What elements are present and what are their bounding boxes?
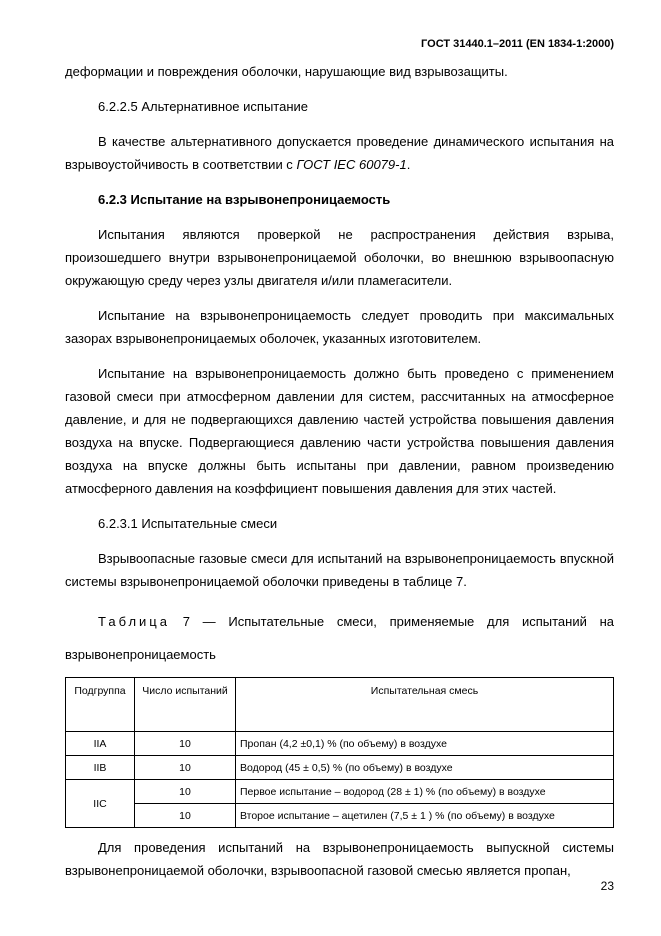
table-caption-label: Таблица — [98, 614, 170, 629]
paragraph-continuation: деформации и повреждения оболочки, нарушающие вид взрывозащиты. — [65, 64, 508, 79]
cell-test-count: 10 — [135, 780, 236, 804]
header-test-count: Число испытаний — [135, 678, 236, 732]
cell-test-count: 10 — [135, 732, 236, 756]
table-header-row — [66, 678, 614, 732]
section-title-6-2-3: 6.2.3 Испытание на взрывонепроницаемость — [98, 192, 391, 207]
cell-test-mixture: Пропан (4,2 ±0,1) % (по объему) в воздухе — [236, 732, 614, 756]
section-title-6-2-3-1: 6.2.3.1 Испытательные смеси — [98, 516, 278, 531]
table-caption — [65, 605, 614, 671]
table-caption-text: 7 — Испытательные смеси, применяемые для испытаний на взрывонепроницаемость — [65, 614, 614, 662]
table-row — [66, 756, 614, 780]
page-number: 23 — [600, 879, 614, 893]
paragraph-max-gaps: Испытание на взрывонепроницаемость следует проводить при максимальных зазорах взрывонепроницаемых оболочек, указанных изготовителем. — [65, 308, 614, 346]
table-row — [66, 804, 614, 828]
cell-subgroup: IIC — [66, 780, 135, 828]
page-content — [65, 60, 614, 882]
header-subgroup: Подгруппа — [66, 678, 135, 732]
table-row — [66, 780, 614, 804]
paragraph-exhaust-system: Для проведения испытаний на взрывонепроницаемость выпускной системы взрывонепроницаемой оболочки, взрывоопасной газовой смесью является пропан, — [65, 840, 614, 878]
paragraph-alternative-test — [65, 130, 614, 176]
paragraph-end: . — [406, 157, 411, 172]
cell-test-count: 10 — [135, 804, 236, 828]
paragraph-gas-mixture-pressure: Испытание на взрывонепроницаемость должно быть проведено с применением газовой смеси при атмосферном давлении для систем, рассчитанных на атмосферное давление, и для не подвергающихся давлению частей устройства повышения давления воздуха на впуске. Подвергающиеся давлению части устройства повышения давления воздуха на впуске должны быть испытаны при давлении, равном произведению атмосферного давления на коэффициент повышения давления для этих частей. — [65, 366, 614, 496]
paragraph-text: В качестве альтернативного допускается проведение динамического испытания на взрывоустойчивость в соответствии с — [65, 134, 614, 172]
paragraph-tests-description: Испытания являются проверкой не распространения действия взрыва, произошедшего внутри взрывонепроницаемой оболочки, во внешнюю взрывоопасную окружающую среду через узлы двигателя и/или пламегасители. — [65, 227, 614, 288]
cell-subgroup: IIB — [66, 756, 135, 780]
cell-subgroup: IIA — [66, 732, 135, 756]
test-mixtures-table — [65, 677, 614, 828]
cell-test-count: 10 — [135, 756, 236, 780]
paragraph-mixtures-intro: Взрывоопасные газовые смеси для испытаний на взрывонепроницаемость впускной системы взрывонепроницаемой оболочки приведены в таблице 7. — [65, 551, 614, 589]
section-title-6-2-2-5: 6.2.2.5 Альтернативное испытание — [98, 99, 308, 114]
standard-reference: ГОСТ IEC 60079-1 — [296, 157, 407, 172]
table-row — [66, 732, 614, 756]
document-code-header: ГОСТ 31440.1–2011 (EN 1834-1:2000) — [421, 38, 614, 50]
cell-test-mixture: Водород (45 ± 0,5) % (по объему) в воздухе — [236, 756, 614, 780]
cell-test-mixture: Первое испытание – водород (28 ± 1) % (по объему) в воздухе — [236, 780, 614, 804]
cell-test-mixture: Второе испытание – ацетилен (7,5 ± 1 ) % (по объему) в воздухе — [236, 804, 614, 828]
header-test-mixture: Испытательная смесь — [236, 678, 614, 732]
